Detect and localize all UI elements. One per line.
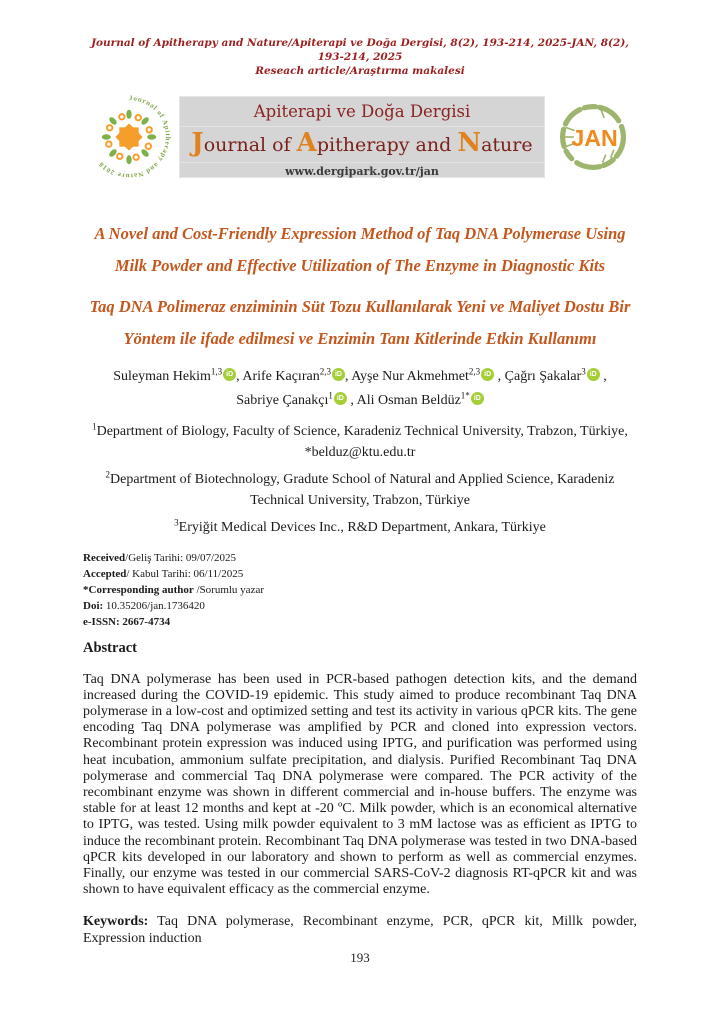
doi-value: 10.35206/jan.1736420 (103, 599, 205, 612)
accepted-date (83, 566, 637, 582)
running-head-line2: Reseach article/Araştırma makalesi (255, 65, 465, 78)
jan-logo-text: JAN (571, 124, 618, 151)
logo-center-star (115, 123, 142, 150)
abstract-heading: Abstract (83, 639, 137, 656)
eissn-value: e-ISSN: 2667-4734 (83, 615, 171, 628)
author-line-1 (83, 365, 637, 389)
received-date (83, 550, 637, 566)
author (113, 365, 243, 384)
affiliation-sup: 2 (105, 468, 110, 479)
journal-banner (83, 92, 637, 182)
affiliation-text: Department of Biology, Faculty of Science, Karadeniz Technical University, Trabzon, Türkiye, *belduz@ktu.edu.tr (96, 423, 628, 460)
affiliation-list (83, 421, 637, 538)
author (236, 389, 357, 408)
accepted-value: / Kabul Tarihi: 06/11/2025 (126, 567, 244, 580)
article-meta-block (83, 550, 637, 630)
journal-title-english (180, 127, 544, 163)
journal-title-box (179, 96, 545, 178)
affiliation-2 (83, 469, 637, 511)
logo-circular-text: Journal of Apitherapy and Nature 2018 (97, 94, 171, 179)
author-line-2 (83, 389, 637, 413)
journal-title-turkish: Apiterapi ve Doğa Dergisi (180, 97, 544, 127)
abstract-text: Taq DNA polymerase has been used in PCR-based pathogen detection kits, and the demand increased during the COVID-19 epidemic. This study aimed to produce recombinant Taq DNA polymerase in a low-cost and optimized setting and test its activity in various qPCR kits. The gene encoding Taq DNA polymerase was amplified by PCR and cloned into expression vectors. Recombinant protein expression was induced using IPTG, and purification was performed using heat incubation, ammonium sulfate precipitation, and dialysis. Purified Recombinant Taq DNA polymerase and commercial Taq DNA polymerase were compared. The PCR activity of the recombinant enzyme was shown in different commercial and in-house buffers. The enzyme was stable for at least 12 months and kept at -20 ºC. Milk powder, which is an economical alternative to IPTG, was tested. Using milk powder equivalent to 3 mM lactose was as efficient as IPTG to induce the recombinant protein. Recombinant Taq DNA polymerase was tested in two DNA-based qPCR kits developed in our laboratory and shown to perform as well as commercial enzymes. Finally, our enzyme was tested in our commercial SARS-CoV-2 diagnosis RT-qPCR kit and was shown to have equivalent efficacy as the commercial enzyme. (83, 671, 637, 898)
author-list (83, 365, 637, 413)
affiliation-text: Department of Biotechnology, Gradute School of Natural and Applied Science, Karadeniz Technical University, Trabzon, Türkiye (110, 471, 615, 508)
author (351, 365, 505, 384)
author-name: Ayşe Nur Akmehmet (351, 368, 469, 384)
journal-name-part: ournal of (203, 133, 297, 156)
initial-n: N (457, 127, 482, 158)
received-value: /Geliş Tarihi: 09/07/2025 (125, 551, 237, 564)
orcid-icon[interactable]: iD (332, 368, 345, 381)
author-affil-sup: 3 (581, 365, 586, 376)
author-name: Suleyman Hekim (113, 368, 211, 384)
keywords-label: Keywords: (83, 914, 149, 930)
author-separator: , (344, 368, 352, 384)
author-separator: , (494, 368, 505, 384)
author (356, 389, 484, 408)
author (242, 365, 352, 384)
journal-name-part: pitherapy and (316, 133, 458, 156)
orcid-icon[interactable]: iD (471, 392, 484, 405)
running-head-line1: Journal of Apitherapy and Nature/Apiterapi ve Doğa Dergisi, 8(2), 193-214, 2025-JAN, 8(2), 193-214, 2025 (91, 37, 629, 64)
corresponding-label: *Corresponding author (83, 583, 194, 596)
keywords-block (83, 914, 637, 946)
jan-dna-logo-icon (553, 93, 633, 181)
initial-j: J (191, 127, 204, 158)
article-title-turkish: Taq DNA Polimeraz enziminin Süt Tozu Kullanılarak Yeni ve Maliyet Dostu Bir Yöntem ile ifade edilmesi ve Enzimin Tanı Kitlerinde Etkin Kullanımı (89, 296, 631, 348)
accepted-label: Accepted (83, 567, 127, 580)
journal-sun-logo-icon (87, 93, 171, 181)
author-affil-sup: 1 (328, 389, 333, 400)
affiliation-1 (83, 421, 637, 463)
author-name: Sabriye Çanakçı (236, 392, 329, 408)
author (504, 365, 607, 384)
affiliation-text: Eryiğit Medical Devices Inc., R&D Department, Ankara, Türkiye (178, 519, 546, 535)
journal-website-link[interactable]: www.dergipark.gov.tr/jan (285, 164, 439, 178)
author-name: Çağrı Şakalar (504, 368, 582, 384)
corresponding-value: /Sorumlu yazar (193, 583, 264, 596)
received-label: Received (83, 551, 126, 564)
doi-line (83, 598, 637, 614)
author-affil-sup: 1* (460, 389, 470, 400)
orcid-icon[interactable]: iD (587, 368, 600, 381)
author-separator: , (346, 392, 357, 408)
orcid-icon[interactable]: iD (481, 368, 494, 381)
article-title-english: A Novel and Cost-Friendly Expression Method of Taq DNA Polymerase Using Milk Powder and Effective Utilization of The Enzyme in Diagnostic Kits (94, 223, 626, 275)
eissn-line (83, 614, 637, 630)
keywords-text: Taq DNA polymerase, Recombinant enzyme, PCR, qPCR kit, Millk powder, Expression induction (83, 914, 637, 946)
initial-a: A (296, 127, 317, 158)
affiliation-sup: 1 (92, 420, 97, 431)
affiliation-3 (83, 517, 637, 538)
orcid-icon[interactable]: iD (334, 392, 347, 405)
doi-label: Doi: (83, 599, 104, 612)
author-separator: , (599, 368, 607, 384)
author-affil-sup: 1,3 (210, 365, 223, 376)
page-number: 193 (350, 950, 370, 965)
author-name: Arife Kaçıran (242, 368, 320, 384)
author-affil-sup: 2,3 (319, 365, 331, 376)
running-head (83, 36, 637, 79)
affiliation-sup: 3 (174, 516, 179, 527)
author-name: Ali Osman Beldüz (356, 392, 461, 408)
journal-name-part: ature (481, 133, 533, 156)
author-separator: , (236, 368, 243, 384)
corresponding-author-note (83, 582, 637, 598)
orcid-icon[interactable]: iD (223, 368, 236, 381)
author-affil-sup: 2,3 (468, 365, 481, 376)
